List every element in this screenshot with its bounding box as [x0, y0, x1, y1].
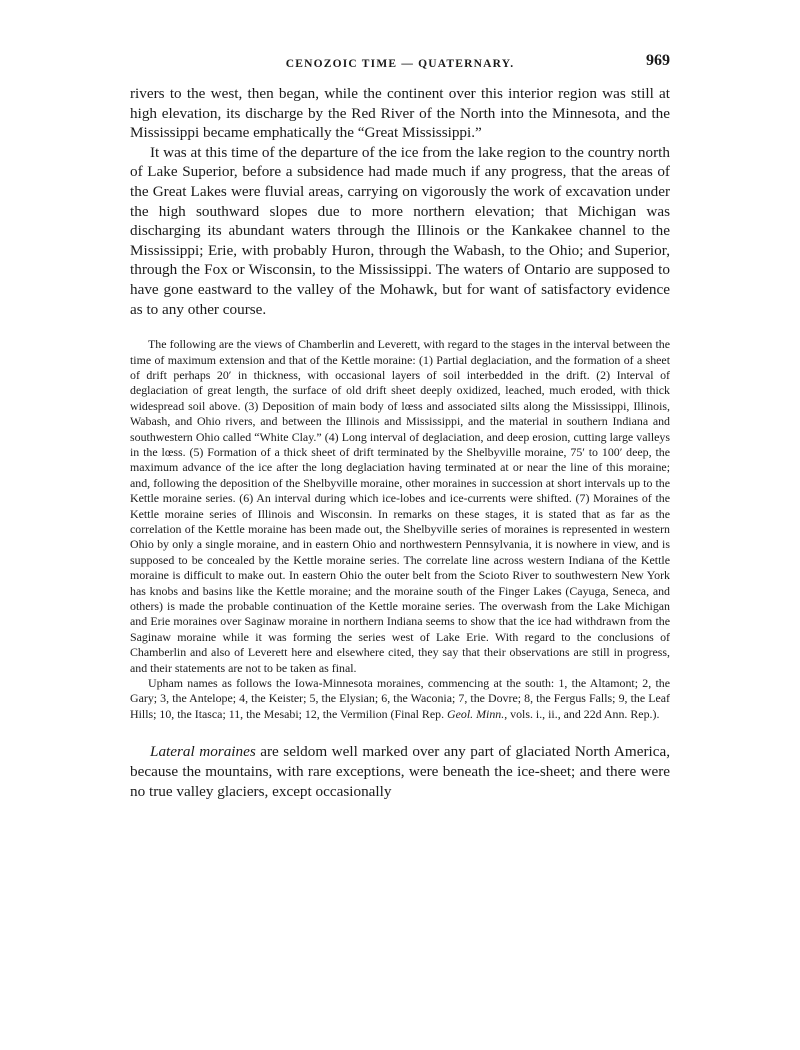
lateral-moraines-term: Lateral moraines: [150, 743, 256, 761]
paragraph-lateral-moraines: [130, 742, 670, 802]
page-header: [130, 52, 670, 74]
lateral-moraines-text: are seldom well marked over any part of glaciated North America, because the mountains, with rare exceptions, were beneath the ice-sheet; and there were no true valley glaciers, except occasionally: [130, 743, 670, 801]
running-head: CENOZOIC TIME — QUATERNARY.: [285, 58, 515, 70]
book-page: [130, 52, 670, 802]
paragraph-great-lakes: It was at this time of the departure of the ice from the lake region to the country north of Lake Superior, before a subsidence had made much if any progress, that the areas of the Great Lakes were fluvial areas, carrying on vigorously the work of excavation under the high southward slopes due to more northern elevation; that Michigan was discharging its abundant waters through the Illinois or the Kankakee channel to the Mississippi; Erie, with probably Huron, through the Wabash, to the Ohio; and Superior, through the Fox or Wisconsin, to the Mississippi. The waters of Ontario are supposed to have gone eastward to the valley of the Mohawk, but for want of satisfactory evidence as to any other course.: [130, 143, 670, 318]
chamberlin-leverett-stages: The following are the views of Chamberlin and Leverett, with regard to the stages in the interval between the time of maximum extension and that of the Kettle moraine: (1) Partial deglaciation, and the formation of a sheet of drift perhaps 20′ in thickness, with occasional layers of soil interbedded in the drift. (2) Interval of deglaciation of great length, the surface of old drift sheet deeply oxidized, leached, much eroded, with thick widespread soil above. (3) Deposition of main body of lœss and associated silts along the Mississippi, Illinois, Wabash, and Ohio rivers, and between the Illinois and Mississippi, and the material in southern Indiana and southwestern Ohio called “White Clay.” (4) Long interval of deglaciation, and deep erosion, cutting large valleys in the lœss. (5) Formation of a thick sheet of drift terminated by the Shelbyville moraine, 75′ to 100′ deep, the maximum advance of the ice after the long deglaciation having terminated at or near the line of this moraine; and, following the deposition of the Shelbyville moraine, other moraines in succession at short intervals up to the Kettle moraine series. (6) An interval during which ice-lobes and ice-currents were shifted. (7) Moraines of the Kettle moraine series of Illinois and Wisconsin. In remarks on these stages, it is stated that as far as the correlation of the Kettle moraine has been made out, the Shelbyville series of moraines is represented in western Ohio by only a single moraine, and in eastern Ohio and northwestern Pennsylvania, it is nowhere in view, and is supposed to be concealed by the Kettle moraine series. The correlate line across western Indiana of the Kettle moraine is difficult to make out. In eastern Ohio the outer belt from the Scioto River to southwestern New York has knobs and basins like the Kettle moraine; and the moraine south of the Finger Lakes (Cayuga, Seneca, and others) is made the probable continuation of the Kettle moraine series. The overwash from the Lake Michigan and Erie moraines over Saginaw moraine in northern Indiana seems to show that the ice had withdrawn from the Saginaw moraine while it was forming the series west of Lake Erie. With regard to the conclusions of Chamberlin and also of Leverett here and elsewhere cited, they say that their observations are still in progress, and their statements are not to be taken as final.: [130, 337, 670, 675]
upham-citation-end: , vols. i., ii., and 22d Ann. Rep.).: [504, 706, 660, 721]
upham-moraines: [130, 676, 670, 722]
main-text: [130, 84, 670, 319]
lateral-moraines-section: [130, 742, 670, 802]
small-print-note: [130, 337, 670, 722]
upham-text: Upham names as follows the Iowa-Minnesota moraines, commencing at the south: 1, the Altamont; 2, the Gary; 3, the Antelope; 4, the Keister; 5, the Elysian; 6, the Waconia; 7, the Dovre; 8, the Fergus Falls; 9, the Leaf Hills; 10, the Itasca; 11, the Mesabi; 12, the Vermilion (Final Rep.: [130, 676, 670, 721]
upham-journal: Geol. Minn.: [447, 706, 505, 721]
paragraph-continuation: rivers to the west, then began, while the continent over this interior region was still at high elevation, its discharge by the Red River of the North into the Minnesota, and the Mississippi became emphatically the “Great Mississippi.”: [130, 85, 670, 142]
page-number: 969: [646, 52, 670, 69]
